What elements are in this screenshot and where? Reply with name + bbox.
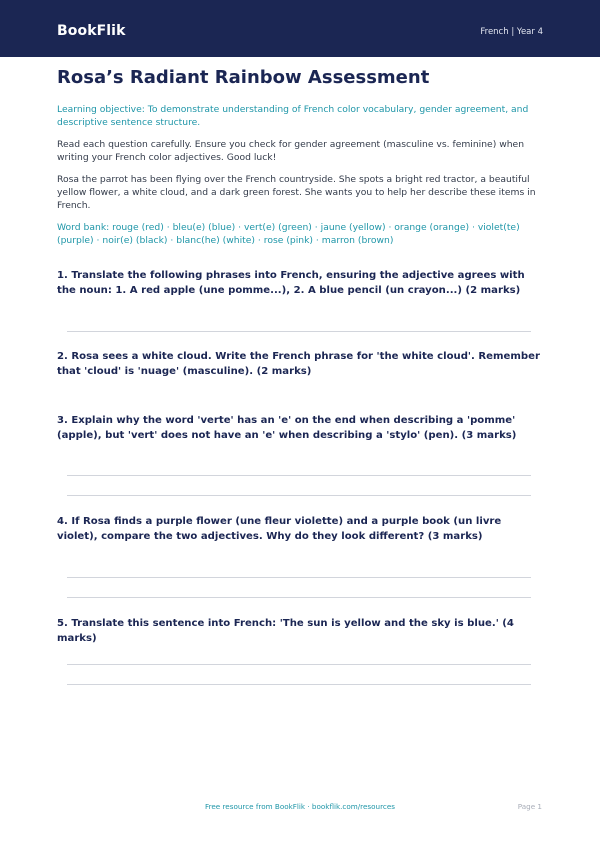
learning-objective: Learning objective: To demonstrate understanding of French color vocabulary, gender agreement, and descriptive sentence structure.: [57, 104, 529, 128]
page-footer: [0, 802, 600, 814]
question-2: 2. Rosa sees a white cloud. Write the French phrase for 'the white cloud'. Remember that 'cloud' is 'nuage' (masculine). (2 marks): [57, 351, 540, 377]
question-3: 3. Explain why the word 'verte' has an 'e' on the end when describing a 'pomme' (apple), but 'vert' does not have an 'e' when describing a 'stylo' (pen). (3 marks): [57, 415, 517, 441]
question-4: 4. If Rosa finds a purple flower (une fleur violette) and a purple book (un livre violet), compare the two adjectives. Why do they look different? (3 marks): [57, 516, 502, 542]
subject-year-label: French | Year 4: [480, 27, 543, 37]
question-5: 5. Translate this sentence into French: 'The sun is yellow and the sky is blue.' (4 marks): [57, 618, 514, 644]
answer-line[interactable]: [67, 684, 531, 685]
answer-line[interactable]: [67, 475, 531, 476]
word-bank: Word bank: rouge (red) · bleu(e) (blue) · vert(e) (green) · jaune (yellow) · orange (orange) · violet(te) (purple) · noir(e) (black) · blanc(he) (white) · rose (pink) · marron (brown): [57, 222, 520, 246]
instructions-text: Read each question carefully. Ensure you check for gender agreement (masculine vs. feminine) when writing your French color adjectives. Good luck!: [57, 139, 525, 163]
answer-line[interactable]: [67, 577, 531, 578]
answer-line[interactable]: [67, 597, 531, 598]
answer-line[interactable]: [67, 495, 531, 496]
answer-line[interactable]: [67, 331, 531, 332]
question-1: 1. Translate the following phrases into French, ensuring the adjective agrees with the noun: 1. A red apple (une pomme...), 2. A blue pencil (un crayon...) (2 marks): [57, 270, 525, 296]
page-header: [0, 0, 600, 57]
story-text: Rosa the parrot has been flying over the French countryside. She spots a bright red tractor, a beautiful yellow flower, a white cloud, and a dark green forest. She wants you to help her describe these items in French.: [57, 174, 536, 211]
page-title: Rosa’s Radiant Rainbow Assessment: [57, 67, 430, 88]
footer-resource-link[interactable]: Free resource from BookFlik · bookflik.com/resources: [204, 802, 396, 811]
brand-logo: BookFlik: [57, 23, 126, 39]
answer-line[interactable]: [67, 664, 531, 665]
page-number: Page 1: [517, 802, 542, 811]
document-intro: [57, 64, 544, 247]
